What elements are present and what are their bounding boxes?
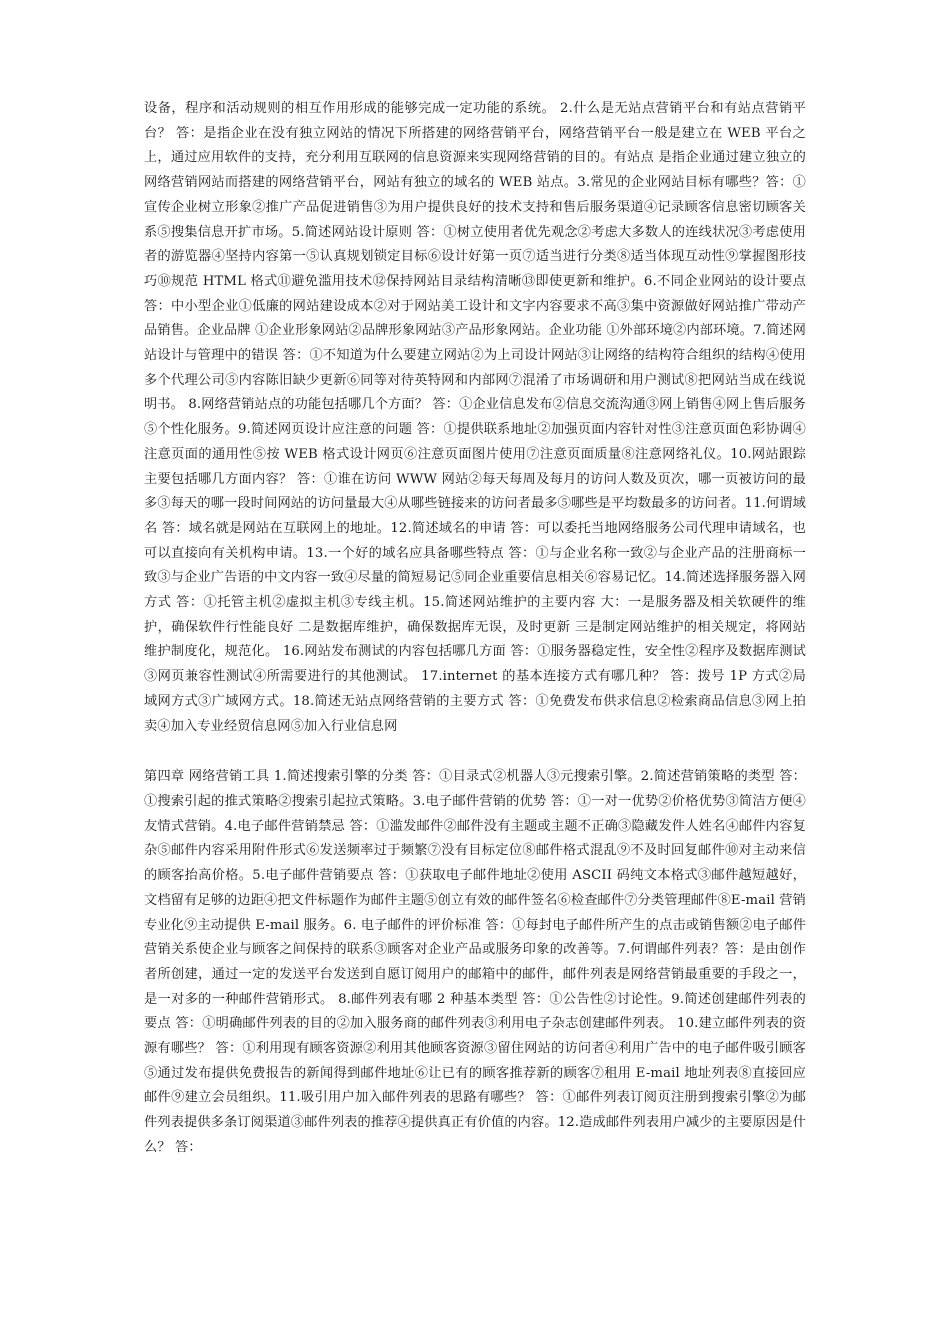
paragraph-chapter3-qa: 设备，程序和活动规则的相互作用形成的能够完成一定功能的系统。 2.什么是无站点营销平台和有站点营销平台？ 答：是指企业在没有独立网站的情况下所搭建的网络营销平台，网络营销平台一般是建立在 WEB 平台之上，通过应用软件的支持，充分利用互联网的信息资源来实现网络营销的目的。有站点 是指企业通过建立独立的网络营销网站而搭建的网络营销平台，网站有独立的域名的 WEB 站点。3.常见的企业网站目标有哪些？答：①宣传企业树立形象②推广产品促进销售③为用户提供良好的技术支持和售后服务渠道④记录顾客信息密切顾客关系⑤搜集信息开扩市场。5.简述网站设计原则 答：①树立使用者优先观念②考虑大多数人的连线状况③考虑使用者的游览器④坚持内容第一⑤认真规划锁定目标⑥设计好第一页⑦适当进行分类⑧适当体现互动性⑨掌握图形技巧⑩规范 HTML 格式⑪避免滥用技术⑫保持网站目录结构清晰⑬即使更新和维护。6.不同企业网站的设计要点 答：中小型企业①低廉的网站建设成本②对于网站美工设计和文字内容要求不高③集中资源做好网站推广带动产品销售。企业品牌 ①企业形象网站②品牌形象网站③产品形象网站。企业功能 ①外部环境②内部环境。7.简述网站设计与管理中的错误 答：①不知道为什么要建立网站②为上司设计网站③让网络的结构符合组织的结构④使用多个代理公司⑤内容陈旧缺少更新⑥同等对待英特网和内部网⑦混淆了市场调研和用户测试⑧把网站当成在线说明书。 8.网络营销站点的功能包括哪几个方面？ 答：①企业信息发布②信息交流沟通③网上销售④网上售后服务⑤个性化服务。9.简述网页设计应注意的问题 答：①提供联系地址②加强页面内容针对性③注意页面色彩协调④注意页面的通用性⑤按 WEB 格式设计网页⑥注意页面图片使用⑦注意页面质量⑧注意网络礼仪。10.网站跟踪主要包括哪几方面内容？ 答：①谁在访问 WWW 网站②每天每周及每月的访问人数及页次，哪一页被访问的最多③每天的哪一段时间网站的访问量最大④从哪些链接来的访问者最多⑤哪些是平均数最多的访问者。11.何谓域名 答：域名就是网站在互联网上的地址。12.简述域名的申请 答：可以委托当地网络服务公司代理申请域名，也可以直接向有关机构申请。13.一个好的域名应具备哪些特点 答：①与企业名称一致②与企业产品的注册商标一致③与企业广告语的中文内容一致④尽量的简短易记⑤同企业重要信息相关⑥容易记忆。14.简述选择服务器入网方式 答：①托管主机②虚拟主机③专线主机。15.简述网站维护的主要内容 大：一是服务器及相关软硬件的维护，确保软件行性能良好 二是数据库维护，确保数据库无误，及时更新 三是制定网站维护的相关规定，将网站维护制度化，规范化。 16.网站发布测试的内容包括哪几方面 答：①服务器稳定性，安全性②程序及数据库测试③网页兼容性测试④所需要进行的其他测试。 17.internet 的基本连接方式有哪几种？ 答：拨号 1P 方式②局域网方式③广域网方式。18.简述无站点网络营销的主要方式 答：①免费发布供求信息②检索商品信息③网上拍卖④加入专业经贸信息网⑤加入行业信息网 xyxy=(144,101,806,734)
document-page xyxy=(144,97,806,1161)
paragraph-chapter4-qa: 第四章 网络营销工具 1.简述搜索引擎的分类 答：①目录式②机器人③元搜索引擎。2.简述营销策略的类型 答：①搜索引起的推式策略②搜索引起拉式策略。3.电子邮件营销的优势 答：①一对一优势②价格优势③简洁方便④友情式营销。4.电子邮件营销禁忌 答：①滥发邮件②邮件没有主题或主题不正确③隐藏发件人姓名④邮件内容复杂⑤邮件内容采用附件形式⑥发送频率过于频繁⑦没有目标定位⑧邮件格式混乱⑨不及时回复邮件⑩对主动来信的顾客抬高价格。5.电子邮件营销要点 答：①获取电子邮件地址②使用 ASCII 码纯文本格式③邮件越短越好，文档留有足够的边距④把文件标题作为邮件主题⑤创立有效的邮件签名⑥检查邮件⑦分类管理邮件⑧E-mail 营销专业化⑨主动提供 E-mail 服务。6. 电子邮件的评价标准 答：①每封电子邮件所产生的点击或销售额②电子邮件营销关系使企业与顾客之间保持的联系③顾客对企业产品或服务印象的改善等。7.何谓邮件列表？答：是由创作者所创建，通过一定的发送平台发送到自愿订阅用户的邮箱中的邮件，邮件列表是网络营销最重要的手段之一，是一对多的一种邮件营销形式。 8.邮件列表有哪 2 种基本类型 答：①公告性②讨论性。9.简述创建邮件列表的要点 答：①明确邮件列表的目的②加入服务商的邮件列表③利用电子杂志创建邮件列表。 10.建立邮件列表的资源有哪些？ 答：①利用现有顾客资源②利用其他顾客资源③留住网站的访问者④利用广告中的电子邮件吸引顾客⑤通过发布提供免费报告的新闻得到邮件地址⑥让已有的顾客推荐新的顾客⑦租用 E-mail 地址列表⑧直接回应邮件⑨建立会员组织。11.吸引用户加入邮件列表的思路有哪些？ 答：①邮件列表订阅页注册到搜索引擎②为邮件列表提供多条订阅渠道③邮件列表的推荐④提供真正有价值的内容。12.造成邮件列表用户减少的主要原因是什么？ 答： xyxy=(144,769,806,1155)
